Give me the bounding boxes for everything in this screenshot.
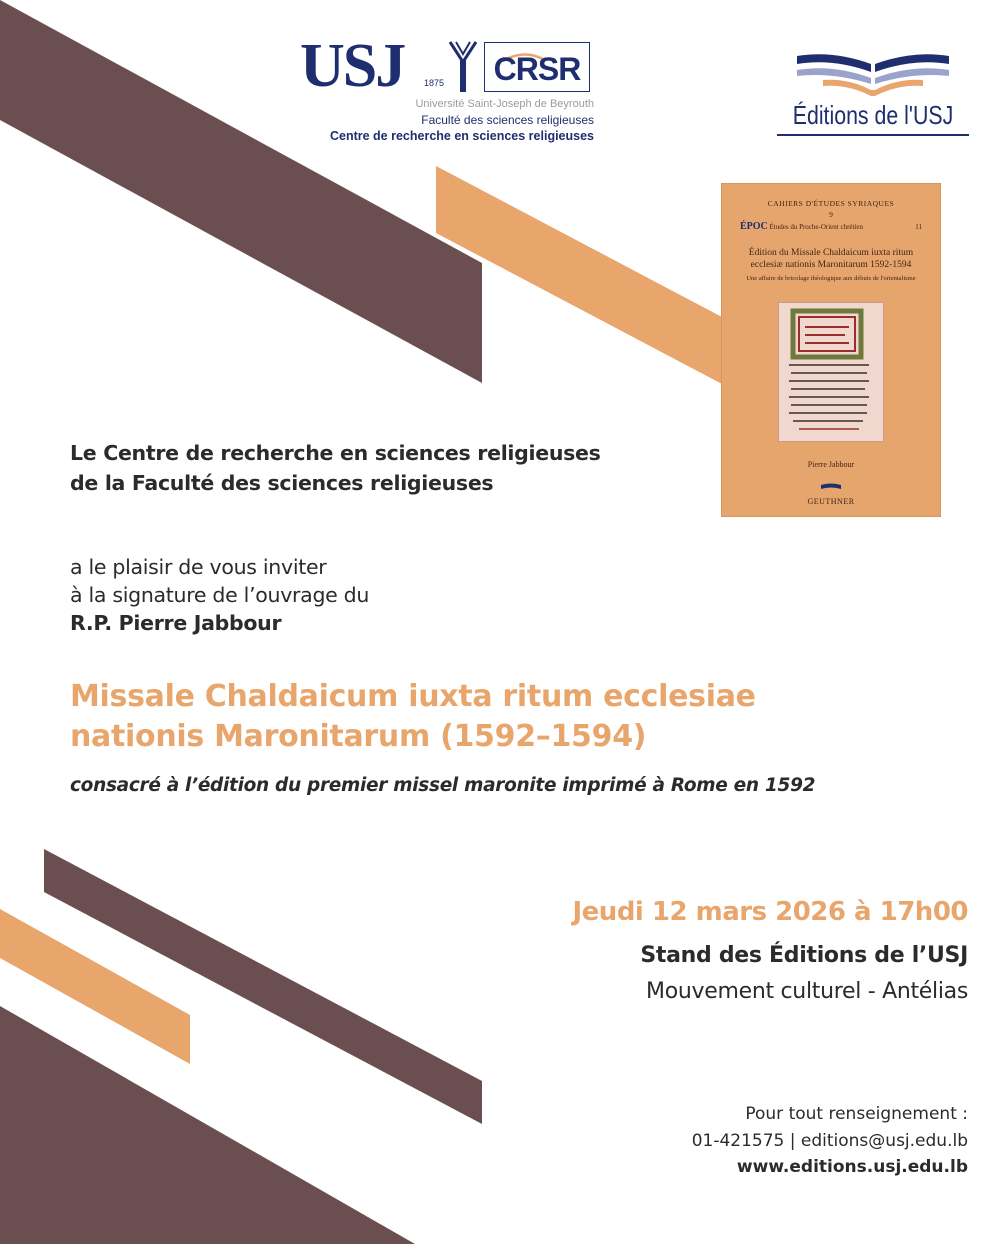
contact-phone-email[interactable]: 01-421575 | editions@usj.edu.lb <box>691 1131 968 1151</box>
event-place: Mouvement culturel - Antélias <box>646 979 968 1004</box>
host-organization <box>70 438 601 498</box>
book-title-line-1: Missale Chaldaicum iuxta ritum ecclesiae <box>70 679 756 714</box>
manuscript-illustration <box>779 303 883 441</box>
publisher-logo-icon <box>821 483 841 493</box>
editions-usj-wordmark: Éditions de l'USJ <box>792 100 954 130</box>
usj-founding-year: 1875 <box>424 78 445 88</box>
crsr-wordmark: CRSR <box>493 51 581 87</box>
book-cover-title-line-1: Édition du Missale Chaldaicum iuxta ritum <box>748 248 914 258</box>
book-collection-subtitle: Études du Proche-Orient chrétien <box>769 223 864 231</box>
book-series: CAHIERS D'ÉTUDES SYRIAQUES <box>767 199 895 208</box>
book-title-heading <box>70 677 756 757</box>
invite-line-1: a le plaisir de vous inviter <box>70 555 327 579</box>
manuscript-image <box>778 302 884 442</box>
host-line-2: de la Faculté des sciences religieuses <box>70 471 494 495</box>
contact-label: Pour tout renseignement : <box>745 1104 968 1124</box>
book-cover-title-line-2: ecclesiæ nationis Maronitarum 1592-1594 <box>750 260 912 270</box>
invitation-text <box>70 553 369 637</box>
book-collection <box>740 221 922 232</box>
book-cover-publisher: GEUTHNER <box>807 497 855 506</box>
university-name: Université Saint-Joseph de Beyrouth <box>415 98 594 110</box>
book-cover-subtitle: Une affaire de bricolage théologique aux débuts de l'orientalisme <box>746 275 916 282</box>
editions-usj-logo <box>775 50 971 140</box>
faculty-name: Faculté des sciences religieuses <box>421 113 594 127</box>
book-cover <box>722 184 940 516</box>
book-title-line-2: nationis Maronitarum (1592–1594) <box>70 719 647 754</box>
usj-wordmark: USJ <box>300 32 405 100</box>
book-collection-number: 11 <box>915 223 922 231</box>
book-collection-name: ÉPOC <box>740 221 768 232</box>
invite-line-2: à la signature de l’ouvrage du <box>70 583 370 607</box>
book-subtitle: consacré à l’édition du premier missel maronite imprimé à Rome en 1592 <box>70 775 816 796</box>
book-cover-author: Pierre Jabbour <box>807 460 855 469</box>
crsr-logo-box <box>484 42 590 92</box>
usj-crsr-logo <box>300 32 600 146</box>
book-cover-title <box>732 247 930 271</box>
editions-underline <box>777 134 969 136</box>
centre-name: Centre de recherche en sciences religieuses <box>329 129 594 143</box>
event-venue: Stand des Éditions de l’USJ <box>640 943 968 968</box>
usj-tree-icon <box>448 40 478 94</box>
contact-website-link[interactable]: www.editions.usj.edu.lb <box>736 1157 968 1177</box>
author-name: R.P. Pierre Jabbour <box>70 611 282 635</box>
open-book-icon <box>793 50 953 96</box>
host-line-1: Le Centre de recherche en sciences religieuses <box>70 441 601 465</box>
event-date: Jeudi 12 mars 2026 à 17h00 <box>572 897 968 927</box>
book-series-number: 9 <box>829 210 833 219</box>
